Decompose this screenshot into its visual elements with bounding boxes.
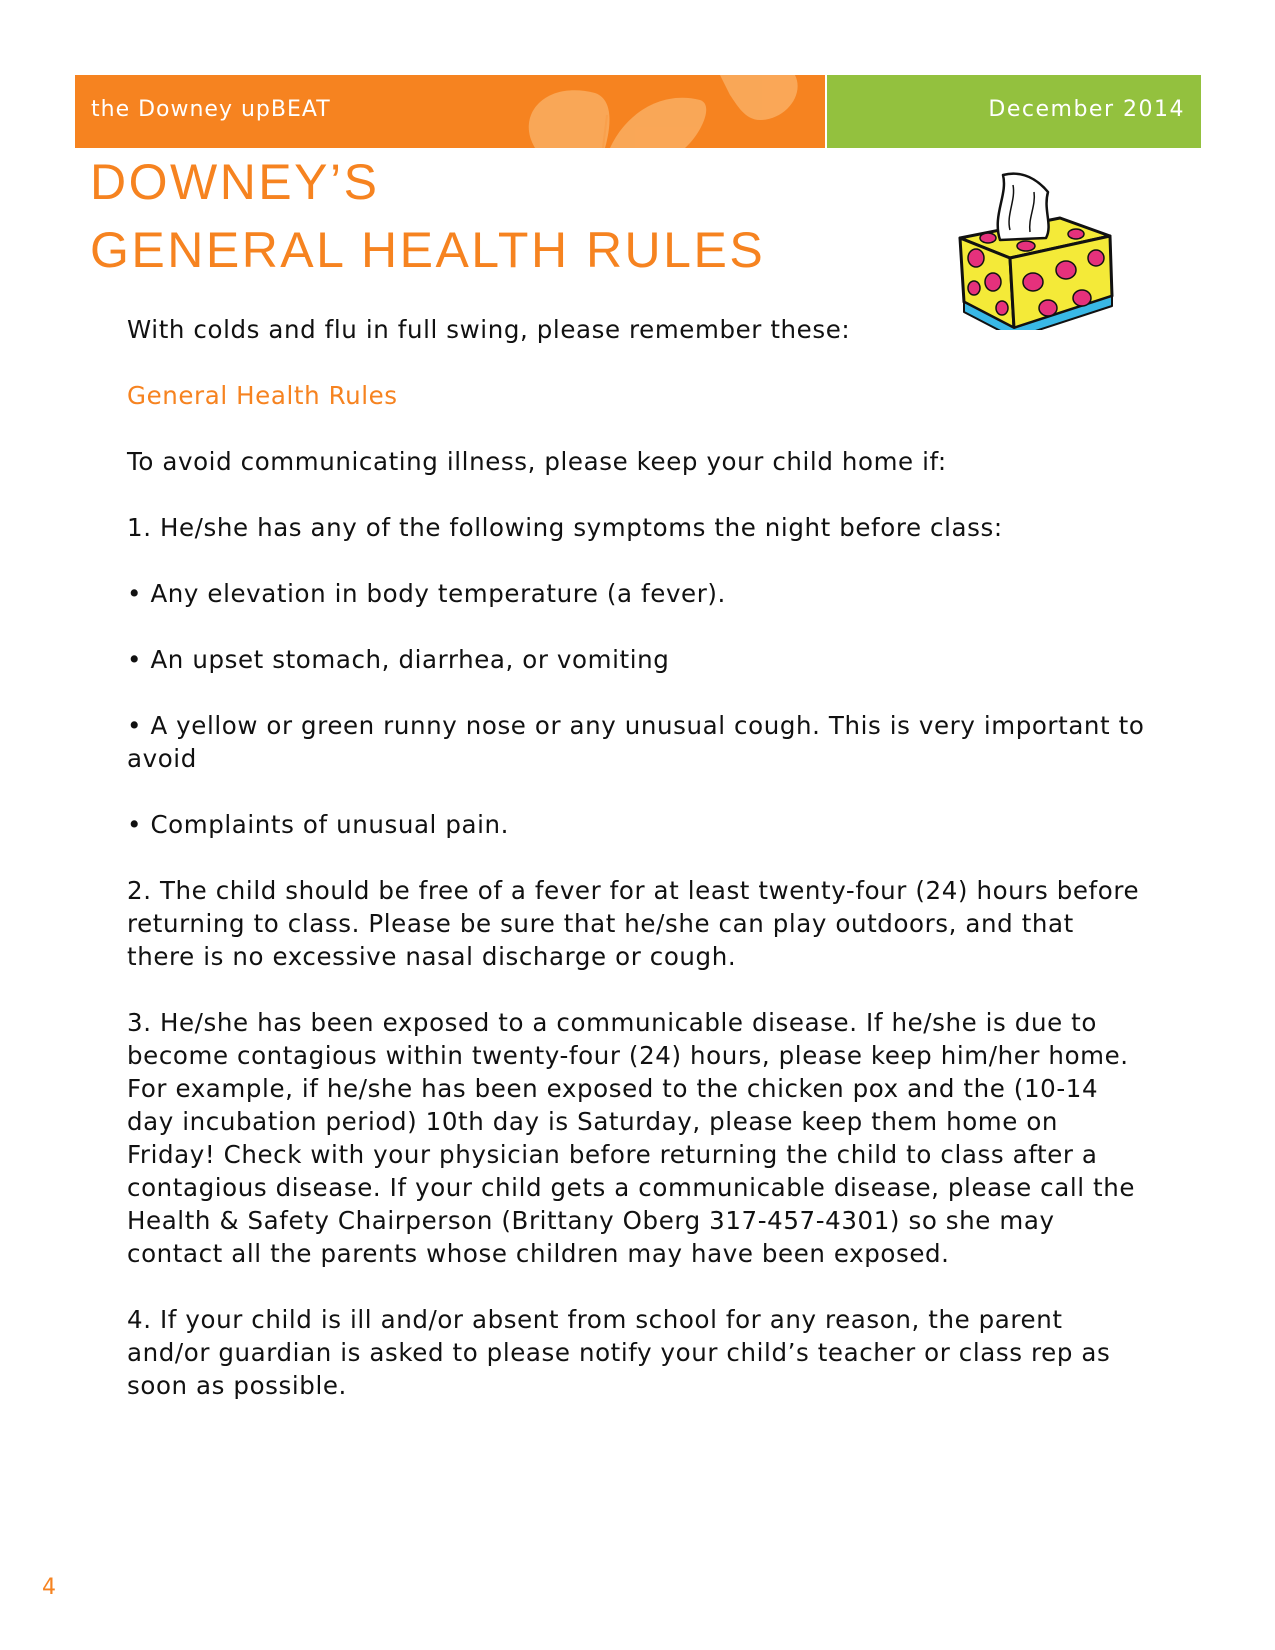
rule-3: 3. He/she has been exposed to a communicable disease. If he/she is due to become contagious within twenty-four (24) hours, please keep him/her home. For example, if he/she has been exposed to the chicken pox and the (10-14 day incubation period) 10th day is Saturday, please keep them home on Friday! Check with your physician before returning the child to class after a contagious disease. If your child gets a communicable disease, please call the Health & Safety Chairperson (Brittany Oberg 317-457-4301) so she may contact all the parents whose children may have been exposed.: [127, 1008, 1136, 1268]
rule-4: 4. If your child is ill and/or absent from school for any reason, the parent and/or guardian is asked to please notify your child’s teacher or class rep as soon as possible.: [127, 1305, 1111, 1400]
page-title-line-1: DOWNEY’S: [90, 154, 380, 210]
rule-2: 2. The child should be free of a fever for at least twenty-four (24) hours before returning to class. Please be sure that he/she can play outdoors, and that there is no excessive nasal discharge or cough.: [127, 876, 1140, 971]
header-left-band: [75, 75, 825, 148]
symptom-bullet: • A yellow or green runny nose or any unusual cough. This is very important to avoid: [127, 711, 1145, 773]
rule-1: 1. He/she has any of the following symptoms the night before class:: [127, 513, 1003, 542]
lead-text: To avoid communicating illness, please keep your child home if:: [127, 447, 947, 476]
symptom-bullet: • Any elevation in body temperature (a fever).: [127, 579, 726, 608]
newsletter-title: the Downey upBEAT: [91, 97, 331, 122]
page-title-line-2: GENERAL HEALTH RULES: [90, 222, 766, 278]
issue-date: December 2014: [988, 97, 1185, 122]
article-body: [127, 313, 1147, 1435]
header-bar: [75, 75, 1201, 148]
tissue-box-icon: [948, 170, 1120, 330]
page-number: 4: [42, 1575, 56, 1600]
page-title: [90, 148, 765, 284]
intro-text: With colds and flu in full swing, please remember these:: [127, 315, 851, 344]
symptom-bullet: • An upset stomach, diarrhea, or vomiting: [127, 645, 670, 674]
header-right-band: [827, 75, 1201, 148]
butterfly-icon: [475, 75, 825, 148]
symptom-bullet: • Complaints of unusual pain.: [127, 810, 510, 839]
section-subheading: General Health Rules: [127, 381, 398, 410]
